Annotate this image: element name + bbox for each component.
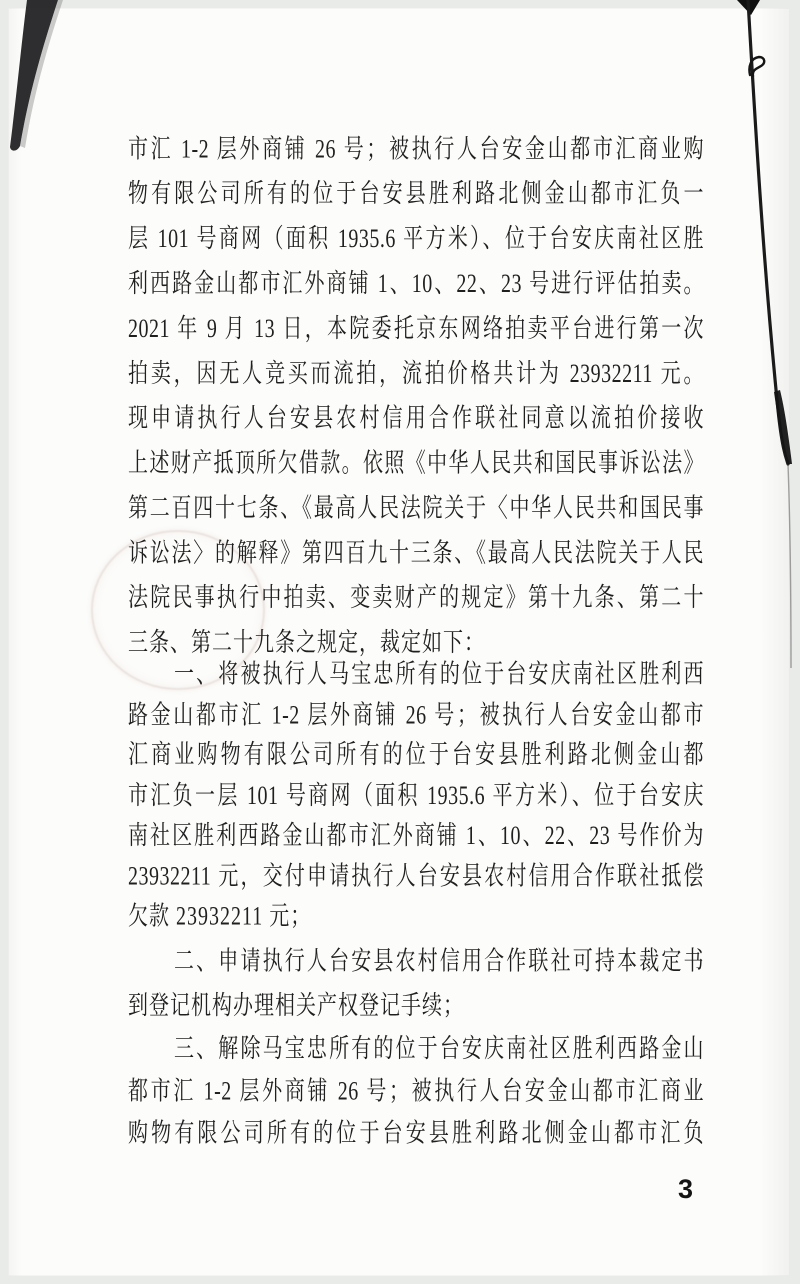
text-line: 2021 年 9 月 13 日，本院委托京东网络拍卖平台进行第一次: [128, 314, 704, 344]
text-line: 法院民事执行中拍卖、变卖财产的规定》第十九条、第二十: [128, 583, 704, 613]
text-line: 市汇负一层 101 号商网（面积 1935.6 平方米）、位于台安庆: [128, 781, 704, 811]
text-line: 都市汇 1-2 层外商铺 26 号；被执行人台安金山都市汇商业: [128, 1076, 704, 1106]
text-line: 欠款 23932211 元；: [128, 901, 312, 931]
text-line: 上述财产抵顶所欠借款。依照《中华人民共和国民事诉讼法》: [128, 449, 704, 479]
text-line: 到登记机构办理相关产权登记手续；: [128, 991, 464, 1021]
text-line: 拍卖，因无人竞买而流拍，流拍价格共计为 23932211 元。: [128, 359, 704, 389]
paragraph: [128, 939, 704, 1029]
text-line: 23932211 元，交付申请执行人台安县农村信用合作联社抵偿: [128, 861, 704, 891]
text-line: 汇商业购物有限公司所有的位于台安县胜利路北侧金山都: [128, 740, 704, 770]
text-line: 物有限公司所有的位于台安县胜利路北侧金山都市汇负一: [128, 179, 704, 209]
text-line: 利西路金山都市汇外商铺 1、10、22、23 号进行评估拍卖。: [128, 269, 704, 299]
text-line: 市汇 1-2 层外商铺 26 号；被执行人台安金山都市汇商业购: [128, 134, 704, 164]
paragraph: [128, 1028, 704, 1155]
text-line: 三、解除马宝忠所有的位于台安庆南社区胜利西路金山: [174, 1034, 704, 1064]
paragraph: [128, 127, 704, 666]
text-line: 第二百四十七条、《最高人民法院关于〈中华人民共和国民事: [128, 493, 704, 523]
text-line: 现申请执行人台安县农村信用合作联社同意以流拍价接收: [128, 404, 704, 434]
text-line: 路金山都市汇 1-2 层外商铺 26 号；被执行人台安金山都市: [128, 700, 704, 730]
paragraph: [128, 655, 704, 937]
text-line: 诉讼法〉的解释》第四百九十三条、《最高人民法院关于人民: [128, 538, 704, 568]
text-line: 购物有限公司所有的位于台安县胜利路北侧金山都市汇负: [128, 1119, 704, 1149]
text-line: 二、申请执行人台安县农村信用合作联社可持本裁定书: [174, 946, 704, 976]
text-line: 南社区胜利西路金山都市汇外商铺 1、10、22、23 号作价为: [128, 821, 704, 851]
text-line: 一、将被执行人马宝忠所有的位于台安庆南社区胜利西: [174, 660, 704, 690]
text-line: 层 101 号商网（面积 1935.6 平方米）、位于台安庆南社区胜: [128, 224, 704, 254]
text-line: 三条、第二十九条之规定，裁定如下：: [128, 628, 485, 658]
page-number: 3: [678, 1174, 694, 1204]
